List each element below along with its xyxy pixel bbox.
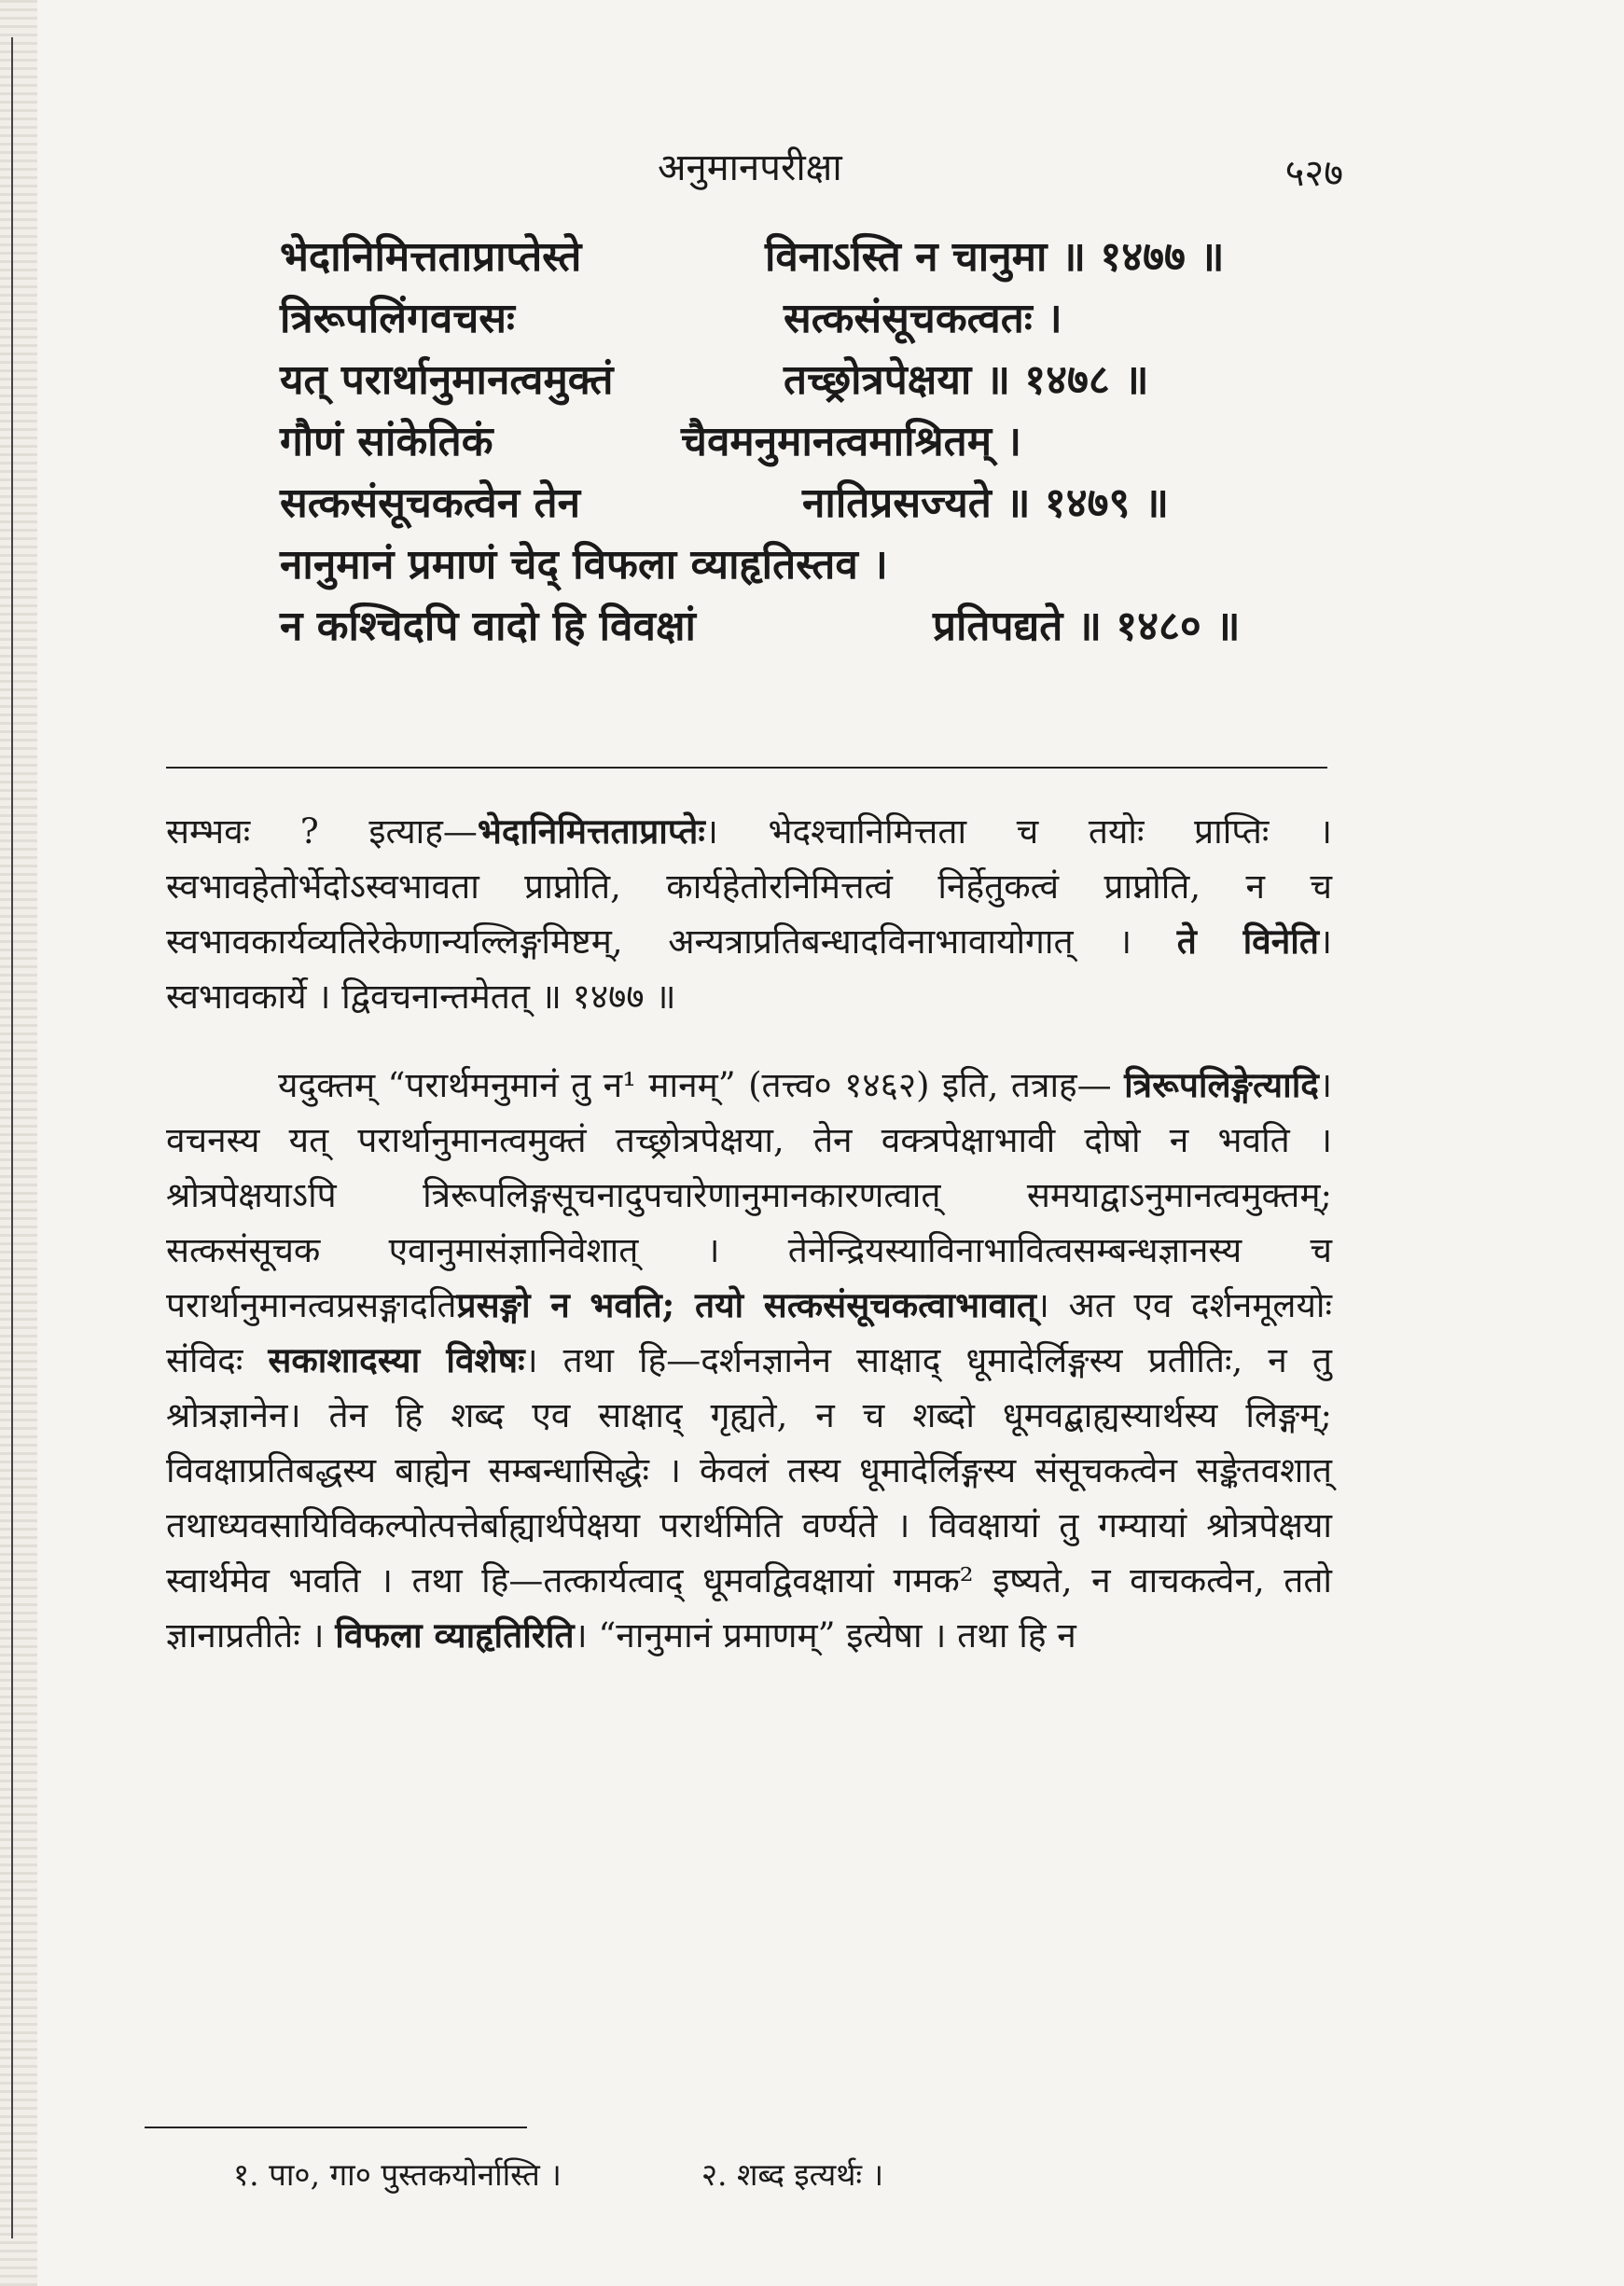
- verse-line: न कश्चिदपि वादो हि विवक्षां प्रतिपद्यते ॥ १४८० ॥: [280, 603, 1241, 650]
- binding-edge: [0, 0, 37, 2286]
- verse-line: त्रिरूपलिंगवचसः सत्कसंसूचकत्वतः ।: [280, 295, 1062, 342]
- running-header: [177, 140, 1343, 196]
- verse-line: नानुमानं प्रमाणं चेद् विफला व्याहृतिस्तव ।: [280, 541, 888, 589]
- footnote: २. शब्द इत्यर्थः ।: [701, 2156, 884, 2193]
- binding-line: [11, 37, 13, 2238]
- verse-block: [280, 224, 1334, 655]
- commentary-paragraph: सम्भवः ? इत्याह—भेदानिमित्तताप्राप्तेः। भेदश्चानिमित्तता च तयोः प्राप्तिः । स्वभावहेतोर्भेदोऽस्वभावता प्राप्नोति, कार्यहेतोरनिमित्तत्वं निर्हेतुकत्वं प्राप्नोति, न च स्वभावकार्यव्यतिरेकेणान्यल्लिङ्गमिष्टम्, अन्यत्राप्रतिबन्धादविनाभावायोगात् । ते विनेति। स्वभावकार्ये । द्विवचनान्तमेतत् ॥ १४७७ ॥: [166, 810, 1332, 1017]
- footnote: १. पा०, गा० पुस्तकयोर्नास्ति ।: [233, 2156, 562, 2193]
- verse-line: भेदानिमित्तताप्राप्तेस्ते विनाऽस्ति न चानुमा ॥ १४७७ ॥: [280, 233, 1225, 281]
- running-title: अनुमानपरीक्षा: [658, 146, 842, 189]
- verse-line: सत्कसंसूचकत्वेन तेन नातिप्रसज्यते ॥ १४७९ ॥: [280, 479, 1170, 527]
- verse-line: गौणं सांकेतिकं चैवमनुमानत्वमाश्रितम् ।: [280, 418, 1022, 465]
- footnotes: [233, 2153, 1259, 2195]
- verse-line: यत् परार्थानुमानत्वमुक्तं तच्छ्रोत्रपेक्षया ॥ १४७८ ॥: [280, 356, 1149, 404]
- commentary-paragraph: यदुक्तम् “परार्थमनुमानं तु न¹ मानम्” (तत्त्व० १४६२) इति, तत्राह— त्रिरूपलिङ्गेत्यादि। वचनस्य यत् परार्थानुमानत्वमुक्तं तच्छ्रोत्रपेक्षया, तेन वक्त्रपेक्षाभावी दोषो न भवति । श्रोत्रपेक्षयाऽपि त्रिरूपलिङ्गसूचनादुपचारेणानुमानकारणत्वात् समयाद्वाऽनुमानत्वमुक्तम्; सत्कसंसूचक एवानुमासंज्ञानिवेशात् । तेनेन्द्रियस्याविनाभावित्वसम्बन्धज्ञानस्य च परार्थानुमानत्वप्रसङ्गादतिप्रसङ्गो न भवति; तयो सत्कसंसूचकत्वाभावात्। अत एव दर्शनमूलयोः संविदः सकाशादस्या विशेषः। तथा हि—दर्शनज्ञानेन साक्षाद् धूमादेर्लिङ्गस्य प्रतीतिः, न तु श्रोत्रज्ञानेन। तेन हि शब्द एव साक्षाद् गृह्यते, न च शब्दो धूमवद्बाह्यस्यार्थस्य लिङ्गम्; विवक्षाप्रतिबद्धस्य बाह्येन सम्बन्धासिद्धेः । केवलं तस्य धूमादेर्लिङ्गस्य संसूचकत्वेन सङ्केतवशात् तथाध्यवसायिविकल्पोत्पत्तेर्बाह्यार्थपेक्षया परार्थमिति वर्ण्यते । विवक्षायां तु गम्यायां श्रोत्रपेक्षया स्वार्थमेव भवति । तथा हि—तत्कार्यत्वाद् धूमवद्विवक्षायां गमक² इष्यते, न वाचकत्वेन, ततो ज्ञानाप्रतीतेः । विफला व्याहृतिरिति। “नानुमानं प्रमाणम्” इत्येषा । तथा हि न: [166, 1064, 1332, 1656]
- footnote-rule: [145, 2127, 527, 2128]
- commentary: [166, 804, 1332, 1663]
- verse-separator-rule: [166, 767, 1327, 769]
- page-number: ५२७: [1284, 152, 1343, 195]
